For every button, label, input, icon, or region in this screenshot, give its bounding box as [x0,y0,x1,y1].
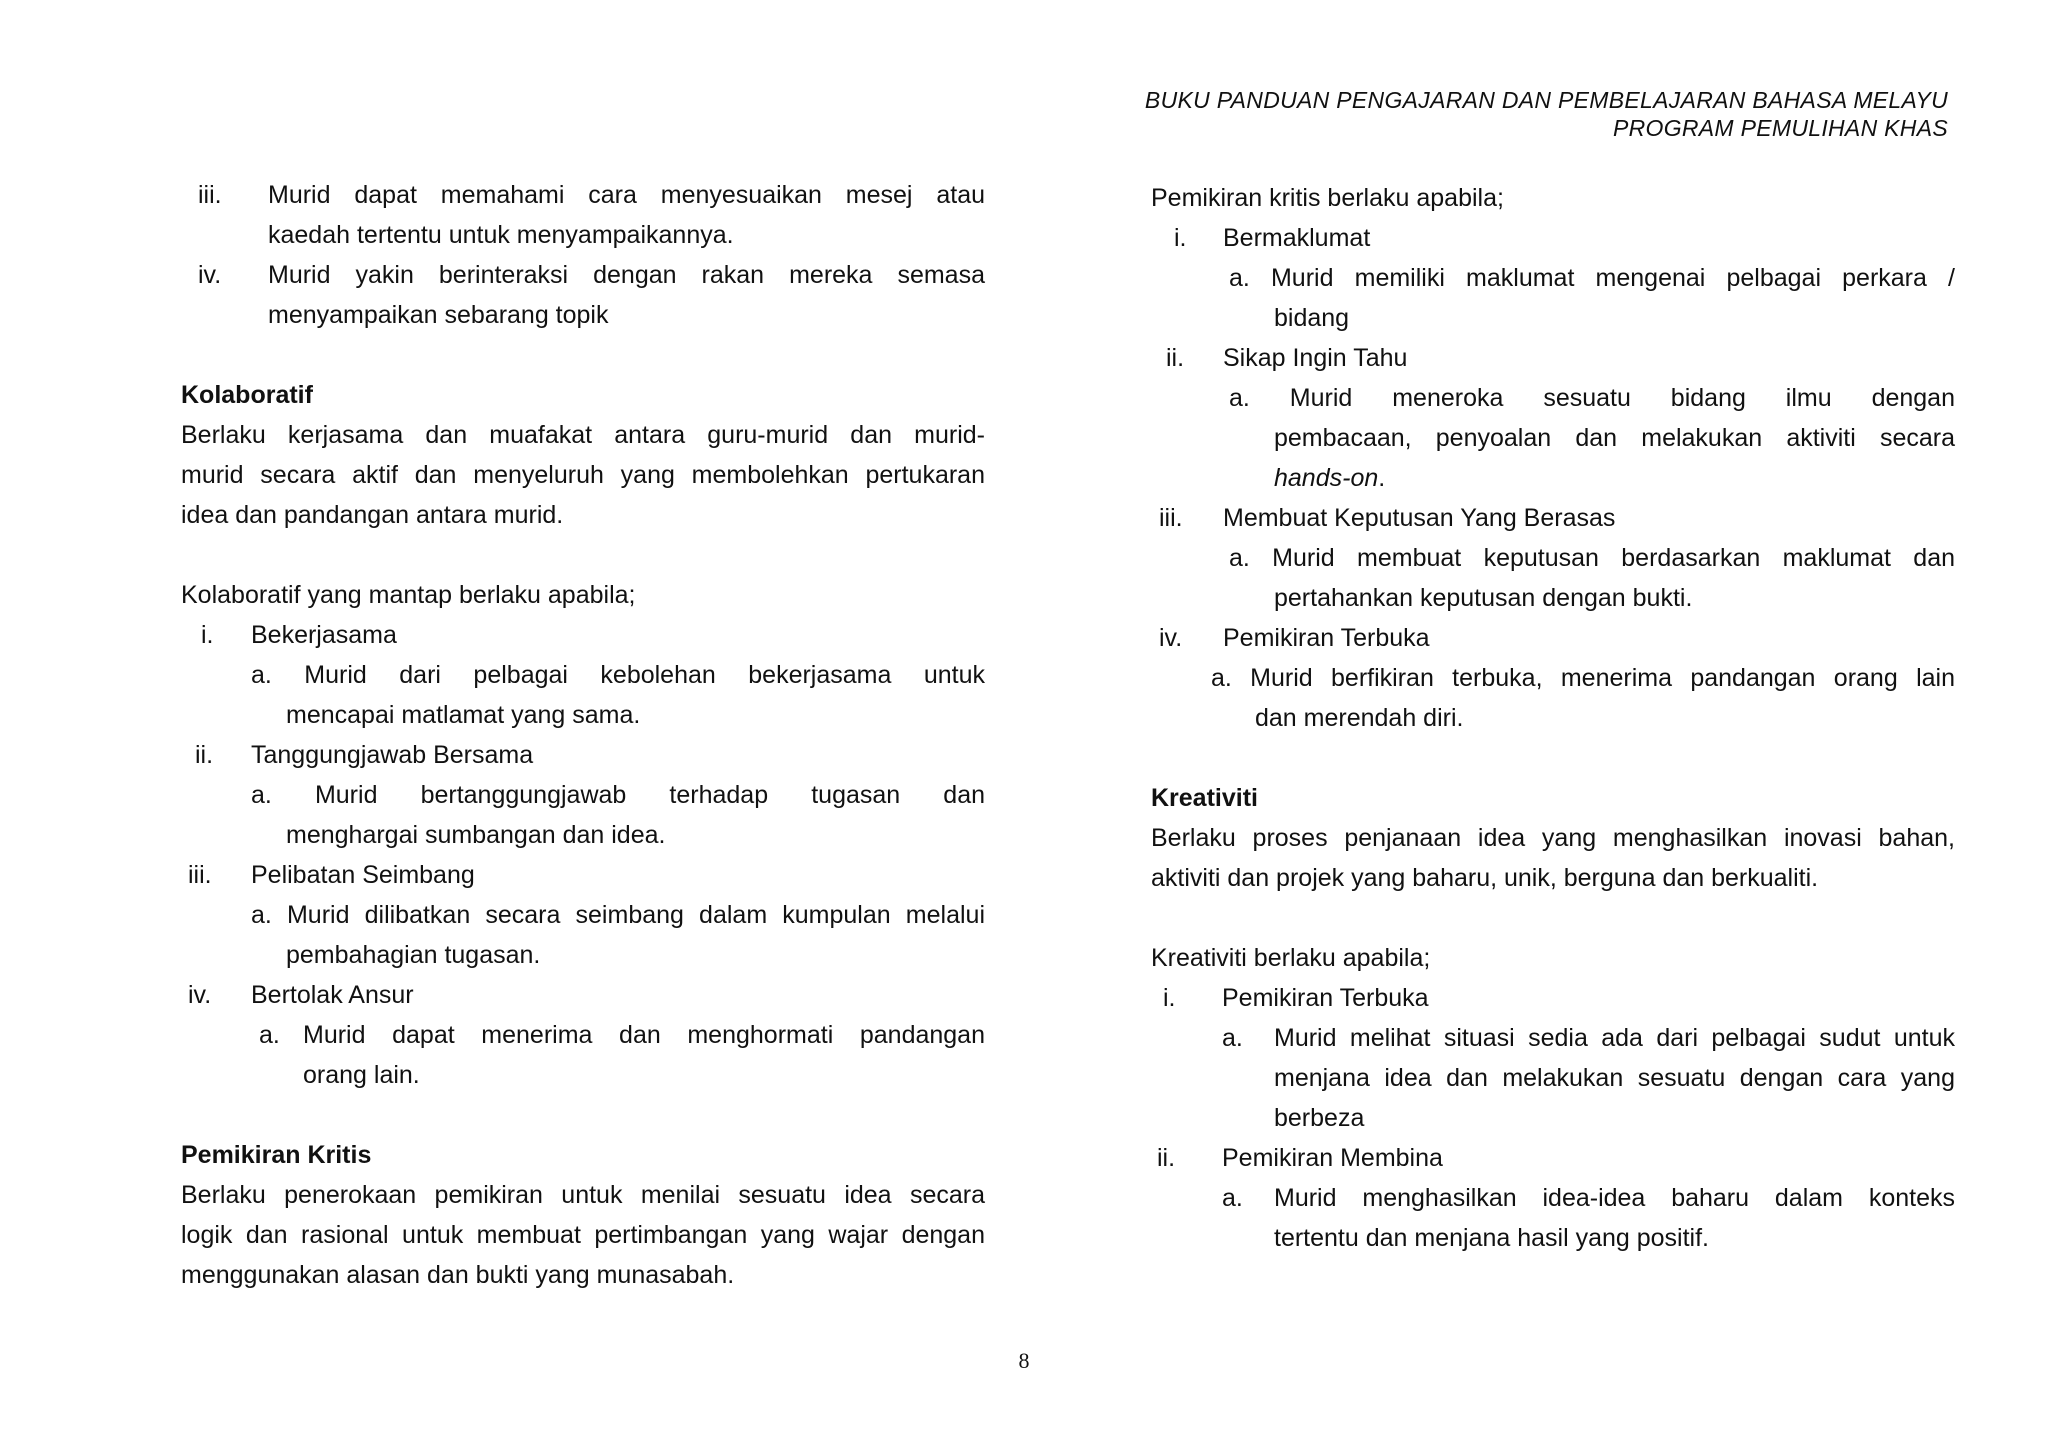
list-label: Tanggungjawab Bersama [251,741,534,769]
sub-item-text: bidang [1274,304,1350,332]
sub-item-text: pembahagian tugasan. [286,941,541,969]
header-line-1: BUKU PANDUAN PENGAJARAN DAN PEMBELAJARAN BAHASA MELAYU [1144,87,1948,113]
section-heading-pemikiran-kritis: Pemikiran Kritis [181,1141,372,1169]
sub-item-text-line [1274,458,1385,498]
list-number: iii. [1159,504,1183,532]
running-header [848,86,1948,142]
list-label: Bertolak Ansur [251,981,414,1009]
list-intro: Kolaboratif yang mantap berlaku apabila; [181,581,636,609]
sub-item-marker: a. [259,1021,280,1049]
paragraph-line: Berlaku penerokaan pemikiran untuk menilai sesuatu idea secara [181,1181,985,1209]
list-label: Pemikiran Terbuka [1222,984,1429,1012]
sub-item-text: a. Murid membuat keputusan berdasarkan maklumat dan [1229,544,1955,572]
paragraph-line: logik dan rasional untuk membuat pertimbangan yang wajar dengan [181,1221,985,1249]
list-label: Bekerjasama [251,621,397,649]
italic-term: hands-on [1274,464,1379,492]
sub-item-text: tertentu dan menjana hasil yang positif. [1274,1224,1709,1252]
paragraph-line: Berlaku proses penjanaan idea yang menghasilkan inovasi bahan, [1151,824,1955,852]
header-line-2: PROGRAM PEMULIHAN KHAS [1612,115,1948,141]
list-number: iv. [1159,624,1183,652]
list-text: Murid yakin berinteraksi dengan rakan mereka semasa [268,261,985,289]
sub-item-text: a. Murid dari pelbagai kebolehan bekerjasama untuk [251,661,985,689]
sub-item-text: menjana idea dan melakukan sesuatu dengan cara yang [1274,1064,1955,1092]
list-number: i. [201,621,214,649]
paragraph-line: Berlaku kerjasama dan muafakat antara guru-murid dan murid- [181,421,985,449]
list-number: ii. [1166,344,1185,372]
list-text: kaedah tertentu untuk menyampaikannya. [268,221,734,249]
paragraph-line: menggunakan alasan dan bukti yang munasabah. [181,1261,735,1289]
sub-item-text: a. Murid berfikiran terbuka, menerima pandangan orang lain [1211,664,1955,692]
list-number: iv. [198,261,222,289]
list-label: Pelibatan Seimbang [251,861,475,889]
sub-item-text: pembacaan, penyoalan dan melakukan aktiviti secara [1274,424,1955,452]
sub-item-text: Murid melihat situasi sedia ada dari pelbagai sudut untuk [1274,1024,1955,1052]
sub-item-text: menghargai sumbangan dan idea. [286,821,666,849]
sentence-end: . [1378,464,1386,492]
section-heading-kreativiti: Kreativiti [1151,784,1258,812]
paragraph-line: idea dan pandangan antara murid. [181,501,564,529]
list-number: iv. [188,981,212,1009]
sub-item-text: Murid dapat menerima dan menghormati pandangan [303,1021,985,1049]
list-number: i. [1163,984,1176,1012]
sub-item-text: a. Murid bertanggungjawab terhadap tugasan dan [251,781,985,809]
sub-item-text: a. Murid dilibatkan secara seimbang dalam kumpulan melalui [251,901,985,929]
sub-item-text: a. Murid meneroka sesuatu bidang ilmu dengan [1229,384,1955,412]
list-label: Membuat Keputusan Yang Berasas [1223,504,1616,532]
sub-item-marker: a. [1222,1024,1243,1052]
list-number: iii. [188,861,212,889]
sub-item-text: dan merendah diri. [1255,704,1464,732]
list-number: ii. [195,741,214,769]
list-intro: Pemikiran kritis berlaku apabila; [1151,184,1504,212]
list-intro: Kreativiti berlaku apabila; [1151,944,1431,972]
sub-item-text: orang lain. [303,1061,420,1089]
sub-item-marker: a. [1222,1184,1243,1212]
sub-item-text: berbeza [1274,1104,1365,1132]
list-number: ii. [1157,1144,1176,1172]
page-number: 8 [1018,1348,1030,1373]
sub-item-text: pertahankan keputusan dengan bukti. [1274,584,1693,612]
list-label: Pemikiran Terbuka [1223,624,1430,652]
list-label: Bermaklumat [1223,224,1371,252]
list-text: Murid dapat memahami cara menyesuaikan mesej atau [268,181,985,209]
list-label: Sikap Ingin Tahu [1223,344,1408,372]
section-heading-kolaboratif: Kolaboratif [181,381,313,409]
list-text: menyampaikan sebarang topik [268,301,609,329]
sub-item-text: Murid menghasilkan idea-idea baharu dalam konteks [1274,1184,1955,1212]
list-number: iii. [198,181,222,209]
list-label: Pemikiran Membina [1222,1144,1443,1172]
paragraph-line: aktiviti dan projek yang baharu, unik, berguna dan berkualiti. [1151,864,1819,892]
list-number: i. [1174,224,1187,252]
sub-item-text: mencapai matlamat yang sama. [286,701,641,729]
paragraph-line: murid secara aktif dan menyeluruh yang membolehkan pertukaran [181,461,985,489]
sub-item-text: a. Murid memiliki maklumat mengenai pelbagai perkara / [1229,264,1955,292]
